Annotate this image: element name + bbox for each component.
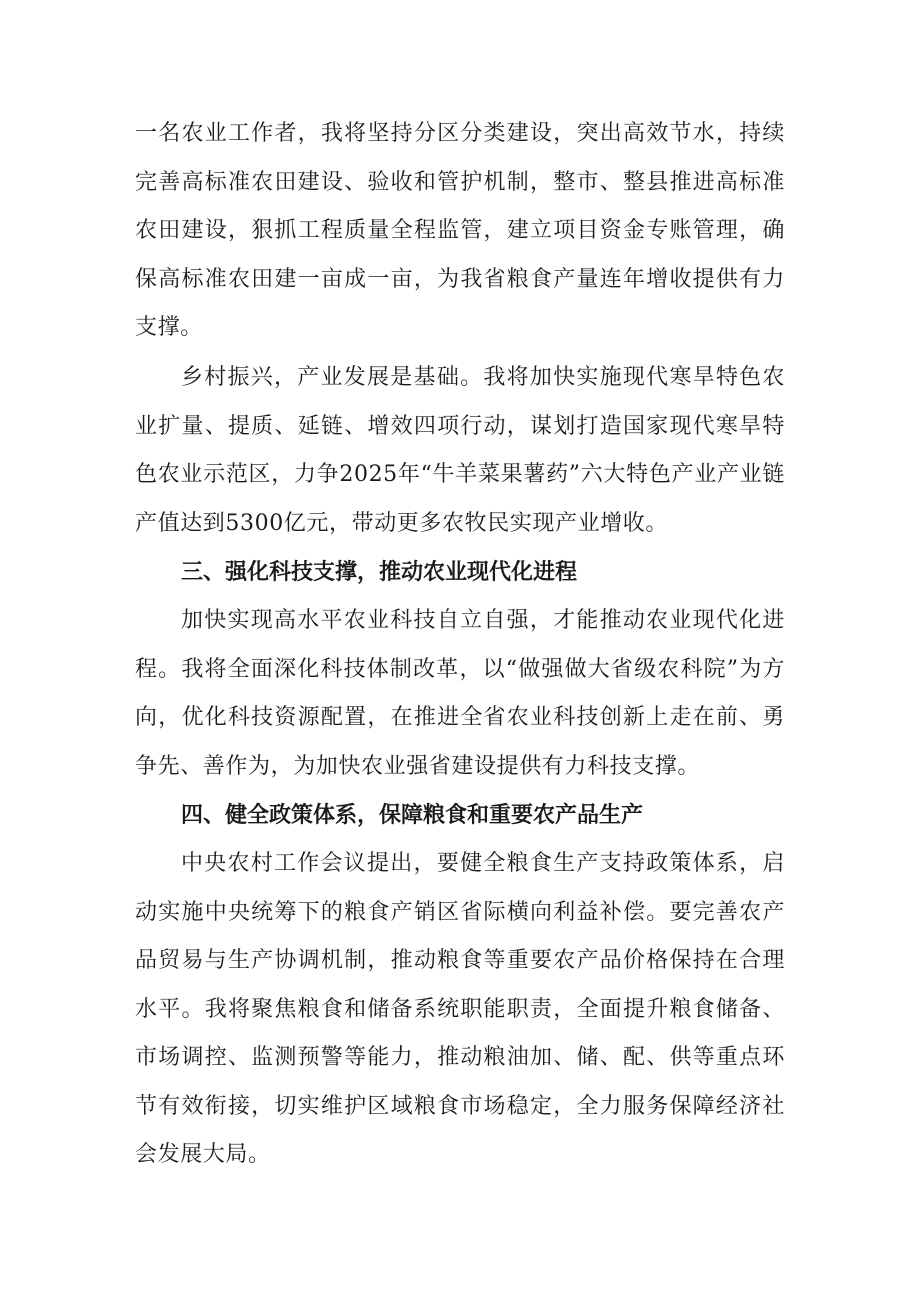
paragraph-policy: 中央农村工作会议提出，要健全粮食生产支持政策体系，启动实施中央统筹下的粮食产销区省际横向利益补偿。要完善农产品贸易与生产协调机制，推动粮食等重要农产品价格保持在合理水平。我将聚焦粮食和储备系统职能职责，全面提升粮食储备、市场调控、监测预警等能力，推动粮油加、储、配、供等重点环节有效衔接，切实维护区域粮食市场稳定，全力服务保障经济社会发展大局。 [135,851,785,1167]
paragraph-farmland: 一名农业工作者，我将坚持分区分类建设，突出高效节水，持续完善高标准农田建设、验收和管护机制，整市、整县推进高标准农田建设，狠抓工程质量全程监管，建立项目资金专账管理，确保高标准农田建一亩成一亩，为我省粮食产量连年增收提供有力支撑。 [135,121,785,340]
paragraph-industry: 乡村振兴，产业发展是基础。我将加快实施现代寒旱特色农业扩量、提质、延链、增效四项行动，谋划打造国家现代寒旱特色农业示范区，力争2025年“牛羊菜果薯药”六大特色产业产业链产值达到5300亿元，带动更多农牧民实现产业增收。 [135,365,785,536]
section-heading-4: 四、健全政策体系，保障粮食和重要农产品生产 [181,803,644,828]
section-heading-3: 三、强化科技支撑，推动农业现代化进程 [181,560,578,585]
paragraph-technology: 加快实现高水平农业科技自立自强，才能推动农业现代化进程。我将全面深化科技体制改革，以“做强做大省级农科院”为方向，优化科技资源配置，在推进全省农业科技创新上走在前、勇争先、善作为，为加快农业强省建设提供有力科技支撑。 [135,608,785,779]
